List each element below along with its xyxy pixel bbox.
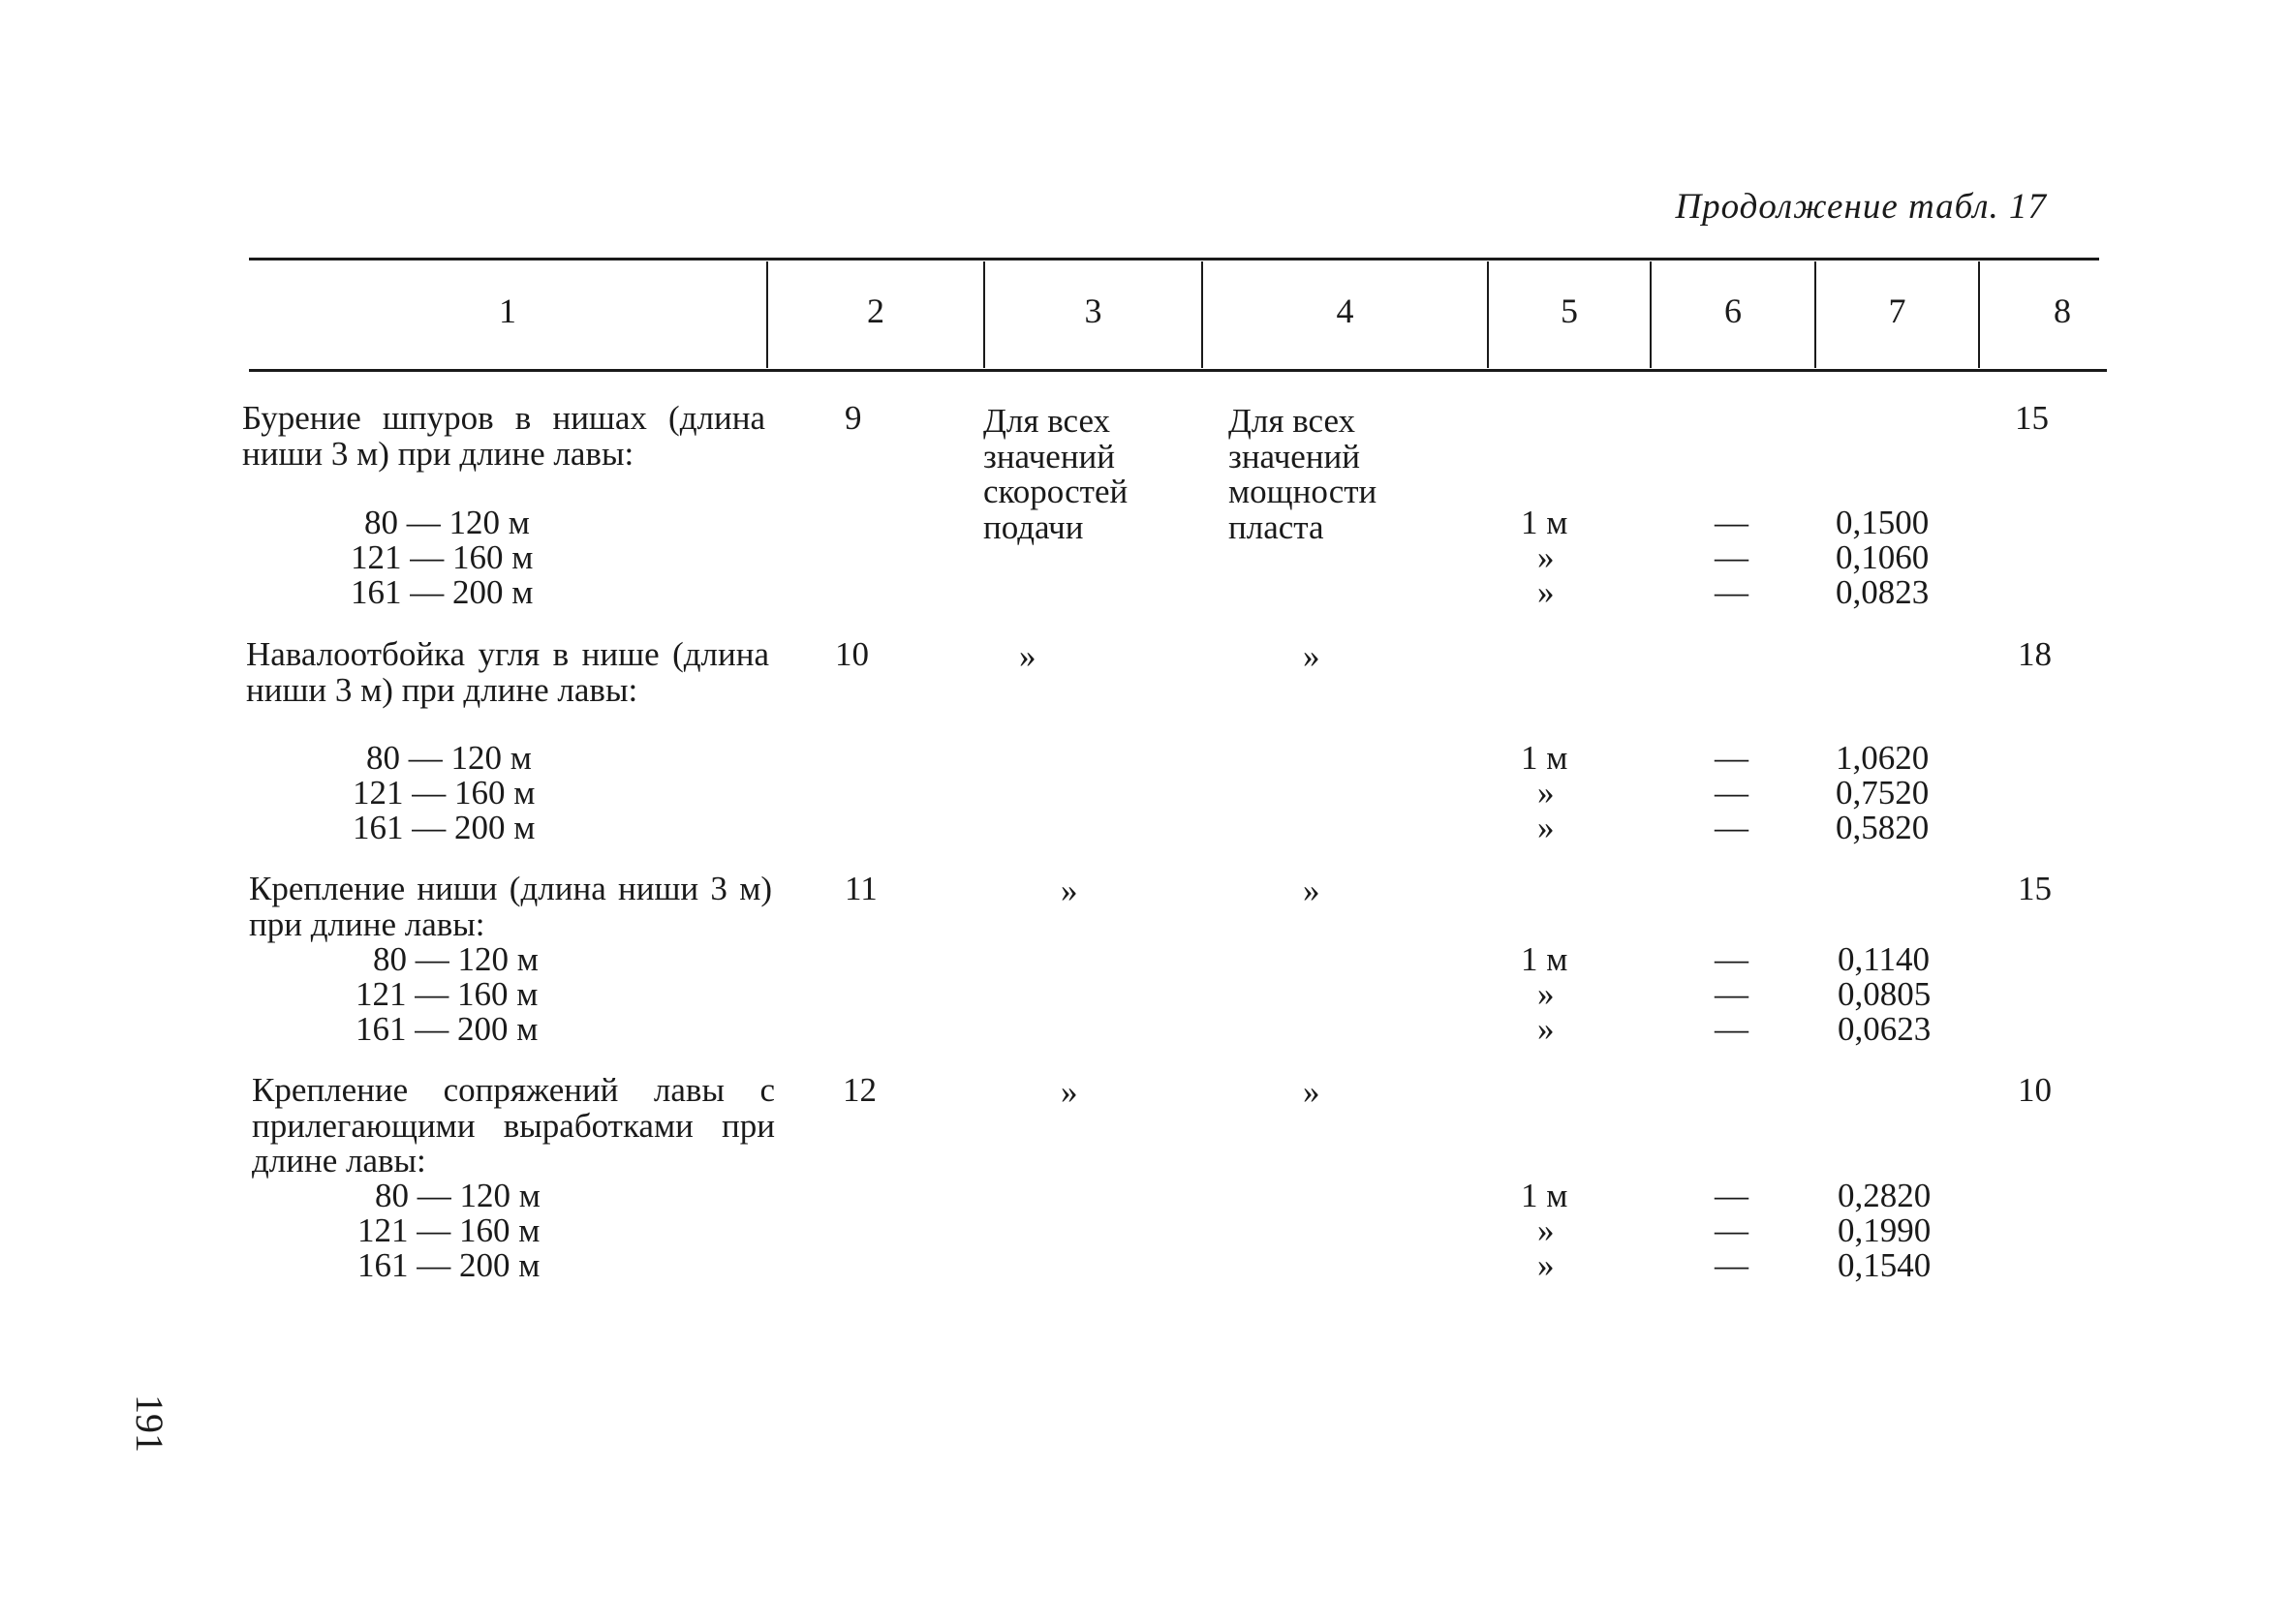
range-col6: — — [1715, 774, 1748, 812]
range-col6: — — [1715, 1246, 1748, 1284]
range-col6: — — [1715, 1177, 1748, 1214]
range-label: 161 — 200 м — [356, 1010, 539, 1048]
row-col3: Для всех значений скоростей подачи — [983, 402, 1129, 546]
range-label: 161 — 200 м — [351, 573, 534, 611]
range-col7: 0,7520 — [1836, 774, 1930, 812]
range-label: 161 — 200 м — [353, 809, 536, 846]
table-caption: Продолжение табл. 17 — [1675, 187, 2047, 227]
row-col8: 15 — [2015, 399, 2049, 437]
row-col3: » — [1019, 637, 1036, 675]
range-col7: 0,1990 — [1838, 1211, 1932, 1249]
row-description: Бурение шпуров в нишах (длина ниши 3 м) при длине лавы: — [242, 399, 765, 473]
header-cell-3: 3 — [1084, 291, 1102, 330]
range-col5: 1 м — [1521, 739, 1568, 777]
range-col6: — — [1715, 809, 1748, 846]
range-col5: » — [1537, 809, 1555, 846]
range-col6: — — [1715, 538, 1748, 576]
header-bottom-rule — [249, 369, 2107, 372]
range-label: 121 — 160 м — [351, 538, 534, 576]
range-col7: 0,1140 — [1838, 940, 1930, 978]
range-col5: » — [1537, 1211, 1555, 1249]
range-label: 80 — 120 м — [373, 940, 539, 978]
row-col4: » — [1303, 637, 1320, 675]
range-col5: » — [1537, 538, 1555, 576]
page-number: 191 — [128, 1394, 171, 1453]
row-col4: Для всех значений мощности пласта — [1228, 402, 1377, 546]
range-label: 121 — 160 м — [353, 774, 536, 812]
row-col8: 10 — [2018, 1071, 2052, 1109]
row-description: Крепление ниши (длина ниши 3 м) при длине лавы: — [249, 870, 772, 943]
row-col2: 9 — [845, 399, 862, 437]
range-col7: 0,0805 — [1838, 975, 1932, 1013]
range-col7: 1,0620 — [1836, 739, 1930, 777]
range-label: 80 — 120 м — [375, 1177, 541, 1214]
range-col6: — — [1715, 739, 1748, 777]
range-label: 80 — 120 м — [364, 504, 530, 541]
range-col5: » — [1537, 774, 1555, 812]
range-col7: 0,1500 — [1836, 504, 1930, 541]
range-col5: 1 м — [1521, 1177, 1568, 1214]
header-cell-4: 4 — [1336, 291, 1354, 330]
header-cell-5: 5 — [1561, 291, 1578, 330]
range-col7: 0,0823 — [1836, 573, 1930, 611]
range-col6: — — [1715, 504, 1748, 541]
range-col6: — — [1715, 975, 1748, 1013]
table-top-rule — [249, 258, 2099, 260]
row-description: Крепление сопряжений лавы с прилегающими выработками при длине лавы: — [252, 1071, 775, 1180]
range-col5: » — [1537, 1246, 1555, 1284]
range-label: 121 — 160 м — [356, 975, 539, 1013]
header-cell-8: 8 — [2054, 291, 2071, 330]
row-col2: 10 — [835, 635, 869, 673]
range-col7: 0,5820 — [1836, 809, 1930, 846]
range-col6: — — [1715, 940, 1748, 978]
row-col2: 11 — [845, 870, 878, 907]
range-label: 161 — 200 м — [357, 1246, 541, 1284]
range-col5: » — [1537, 975, 1555, 1013]
header-cell-6: 6 — [1724, 291, 1742, 330]
range-col5: 1 м — [1521, 504, 1568, 541]
range-col6: — — [1715, 573, 1748, 611]
row-description: Навалоотбойка угля в нише (длина ниши 3 м) при длине лавы: — [246, 635, 769, 709]
range-col5: 1 м — [1521, 940, 1568, 978]
row-col4: » — [1303, 872, 1320, 909]
range-col6: — — [1715, 1010, 1748, 1048]
range-col5: » — [1537, 573, 1555, 611]
range-col5: » — [1537, 1010, 1555, 1048]
row-col8: 15 — [2018, 870, 2052, 907]
range-col7: 0,1540 — [1838, 1246, 1932, 1284]
range-col6: — — [1715, 1211, 1748, 1249]
range-col7: 0,2820 — [1838, 1177, 1932, 1214]
range-label: 80 — 120 м — [366, 739, 532, 777]
range-label: 121 — 160 м — [357, 1211, 541, 1249]
row-col8: 18 — [2018, 635, 2052, 673]
row-col3: » — [1061, 1073, 1078, 1111]
header-cell-7: 7 — [1888, 291, 1906, 330]
range-col7: 0,0623 — [1838, 1010, 1932, 1048]
row-col4: » — [1303, 1073, 1320, 1111]
header-cell-1: 1 — [499, 291, 516, 330]
range-col7: 0,1060 — [1836, 538, 1930, 576]
row-col2: 12 — [843, 1071, 877, 1109]
header-cell-2: 2 — [867, 291, 884, 330]
row-col3: » — [1061, 872, 1078, 909]
